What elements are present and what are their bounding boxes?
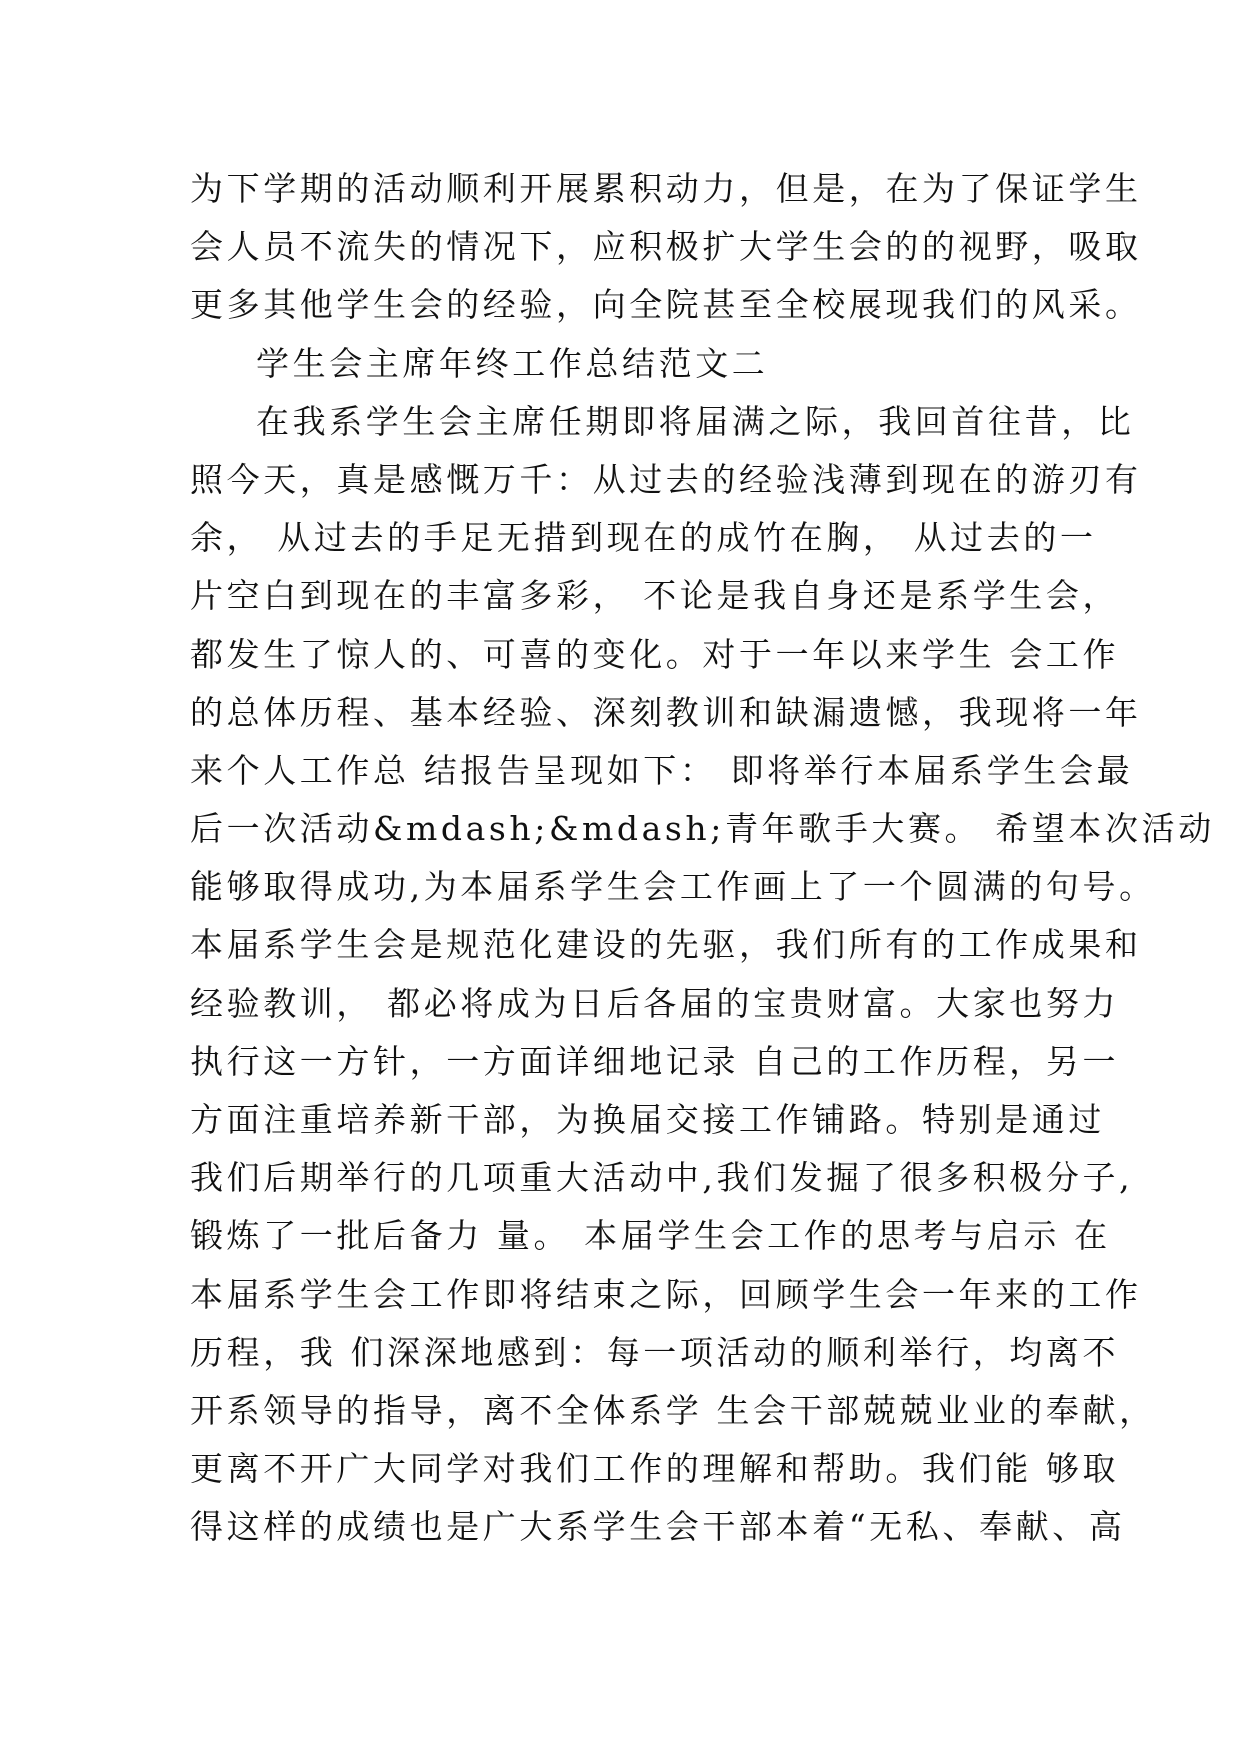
text-line: 开系领导的指导，离不全体系学 生会干部兢兢业业的奉献， <box>190 1390 1156 1430</box>
text-line: 后一次活动&mdash;&mdash;青年歌手大赛。 希望本次活动 <box>190 809 1215 849</box>
text-line: 本届系学生会是规范化建设的先驱，我们所有的工作成果和 <box>190 925 1142 965</box>
text-line: 都发生了惊人的、可喜的变化。对于一年以来学生 会工作 <box>190 634 1120 674</box>
text-line: 方面注重培养新干部，为换届交接工作铺路。特别是通过 <box>190 1100 1105 1139</box>
text-line: 的总体历程、基本经验、深刻教训和缺漏遗憾，我现将一年 <box>190 692 1142 732</box>
text-line: 历程，我 们深深地感到：每一项活动的顺利举行，均离不 <box>190 1332 1120 1372</box>
text-line: 在我系学生会主席任期即将届满之际，我回首往昔，比 <box>256 401 1135 441</box>
text-line: 片空白到现在的丰富多彩， 不论是我自身还是系学生会， <box>190 576 1120 616</box>
text-line: 得这样的成绩也是广大系学生会干部本着“无私、奉献、高 <box>190 1507 1126 1547</box>
text-line: 会人员不流失的情况下，应积极扩大学生会的的视野，吸取 <box>190 227 1142 267</box>
text-line: 我们后期举行的几项重大活动中,我们发掘了很多积极分子, <box>190 1158 1134 1198</box>
text-line: 更离不开广大同学对我们工作的理解和帮助。我们能 够取 <box>190 1449 1120 1489</box>
text-line: 锻炼了一批后备力 量。 本届学生会工作的思考与启示 在 <box>190 1216 1111 1256</box>
text-line: 照今天，真是感慨万千：从过去的经验浅薄到现在的游刃有 <box>190 459 1142 499</box>
text-line: 来个人工作总 结报告呈现如下： 即将举行本届系学生会最 <box>190 750 1134 790</box>
text-line: 本届系学生会工作即将结束之际，回顾学生会一年来的工作 <box>190 1274 1142 1314</box>
text-line: 为下学期的活动顺利开展累积动力，但是，在为了保证学生 <box>190 169 1142 208</box>
text-line: 余， 从过去的手足无措到现在的成竹在胸， 从过去的一 <box>190 518 1097 558</box>
text-line: 执行这一方针，一方面详细地记录 自己的工作历程，另一 <box>190 1041 1120 1081</box>
document-body <box>190 160 1215 1557</box>
text-line: 能够取得成功,为本届系学生会工作画上了一个圆满的句号。 <box>190 867 1156 907</box>
text-line: 更多其他学生会的经验，向全院甚至全校展现我们的风采。 <box>190 285 1142 325</box>
section-heading: 学生会主席年终工作总结范文二 <box>256 343 769 383</box>
text-line: 经验教训， 都必将成为日后各届的宝贵财富。大家也努力 <box>190 983 1120 1023</box>
